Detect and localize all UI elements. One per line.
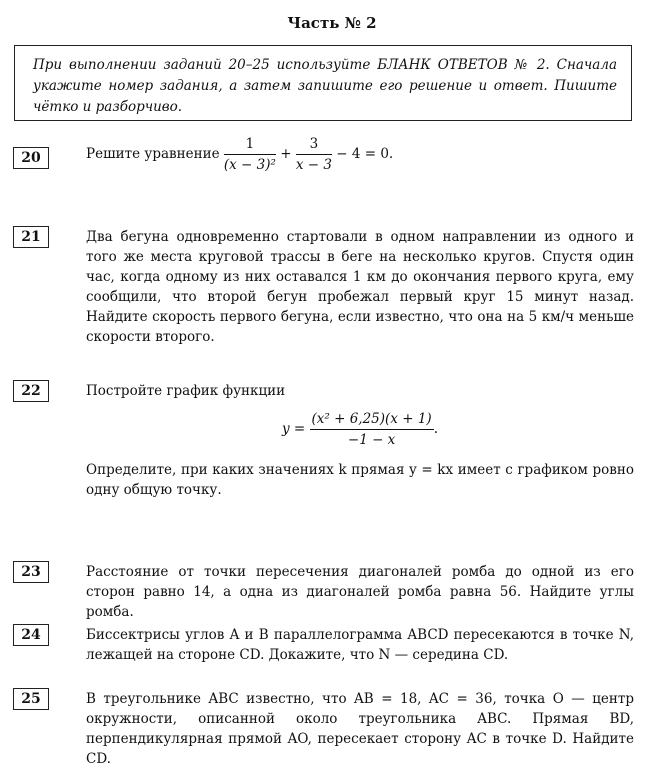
fraction-2 xyxy=(296,134,332,175)
task-number-20: 20 xyxy=(13,147,49,169)
task-21-text: Два бегуна одновременно стартовали в одном направлении из одного и того же места круговой трассы в беге на несколько кругов. Спустя один час, когда одному из них оставался 1 км до окончания первого круга, ему сообщили, что второй бегун пробежал первый круг 15 минут назад. Найдите скорость первого бегуна, если известно, что она на 5 км/ч меньше скорости второго. xyxy=(86,229,634,345)
formula-fraction xyxy=(310,409,434,450)
task-number-25: 25 xyxy=(13,688,49,710)
task-number-24: 24 xyxy=(13,624,49,646)
task-20 xyxy=(86,134,634,175)
instructions-text: При выполнении заданий 20–25 используйте БЛАНК ОТВЕТОВ № 2. Сначала укажите номер задания, а затем запишите его решение и ответ. Пишите чётко и разборчиво. xyxy=(33,57,617,115)
task-number-23: 23 xyxy=(13,561,49,583)
plus-sign: + xyxy=(280,146,292,162)
fraction-2-denominator: x − 3 xyxy=(295,157,332,173)
fraction-2-numerator: 3 xyxy=(296,134,332,155)
page-title: Часть № 2 xyxy=(287,14,377,32)
formula-lhs: y = xyxy=(282,421,306,437)
formula-end: . xyxy=(433,421,438,437)
instructions-box xyxy=(14,45,632,121)
task-24-text: Биссектрисы углов A и B параллелограмма ABCD пересекаются в точке N, лежащей на стороне CD. Докажите, что N — середина CD. xyxy=(86,627,634,663)
fraction-1-denominator: (x − 3)² xyxy=(223,157,276,173)
fraction-1-numerator: 1 xyxy=(224,134,276,155)
formula-denominator: −1 − x xyxy=(347,432,396,448)
formula-numerator: (x² + 6,25)(x + 1) xyxy=(310,409,434,430)
task-22 xyxy=(86,381,634,500)
task-number-22: 22 xyxy=(13,380,49,402)
task-25-text: В треугольнике ABC известно, что AB = 18, AC = 36, точка O — центр окружности, описанной около треугольника ABC. Прямая BD, перпендикулярная прямой AO, пересекает сторону AC в точке D. Найдите CD. xyxy=(86,691,634,767)
task-number-21: 21 xyxy=(13,226,49,248)
task-20-prefix: Решите уравнение xyxy=(86,146,220,162)
task-22-line2: Определите, при каких значениях k прямая y = kx имеет с графиком ровно одну общую точку. xyxy=(86,462,634,498)
task-22-line1: Постройте график функции xyxy=(86,383,286,399)
fraction-1 xyxy=(224,134,276,175)
task-22-formula xyxy=(86,409,634,450)
task-20-tail: − 4 = 0. xyxy=(336,146,394,162)
task-23-text: Расстояние от точки пересечения диагоналей ромба до одной из его сторон равно 14, а одна из диагоналей ромба равна 56. Найдите углы ромба. xyxy=(86,564,634,620)
